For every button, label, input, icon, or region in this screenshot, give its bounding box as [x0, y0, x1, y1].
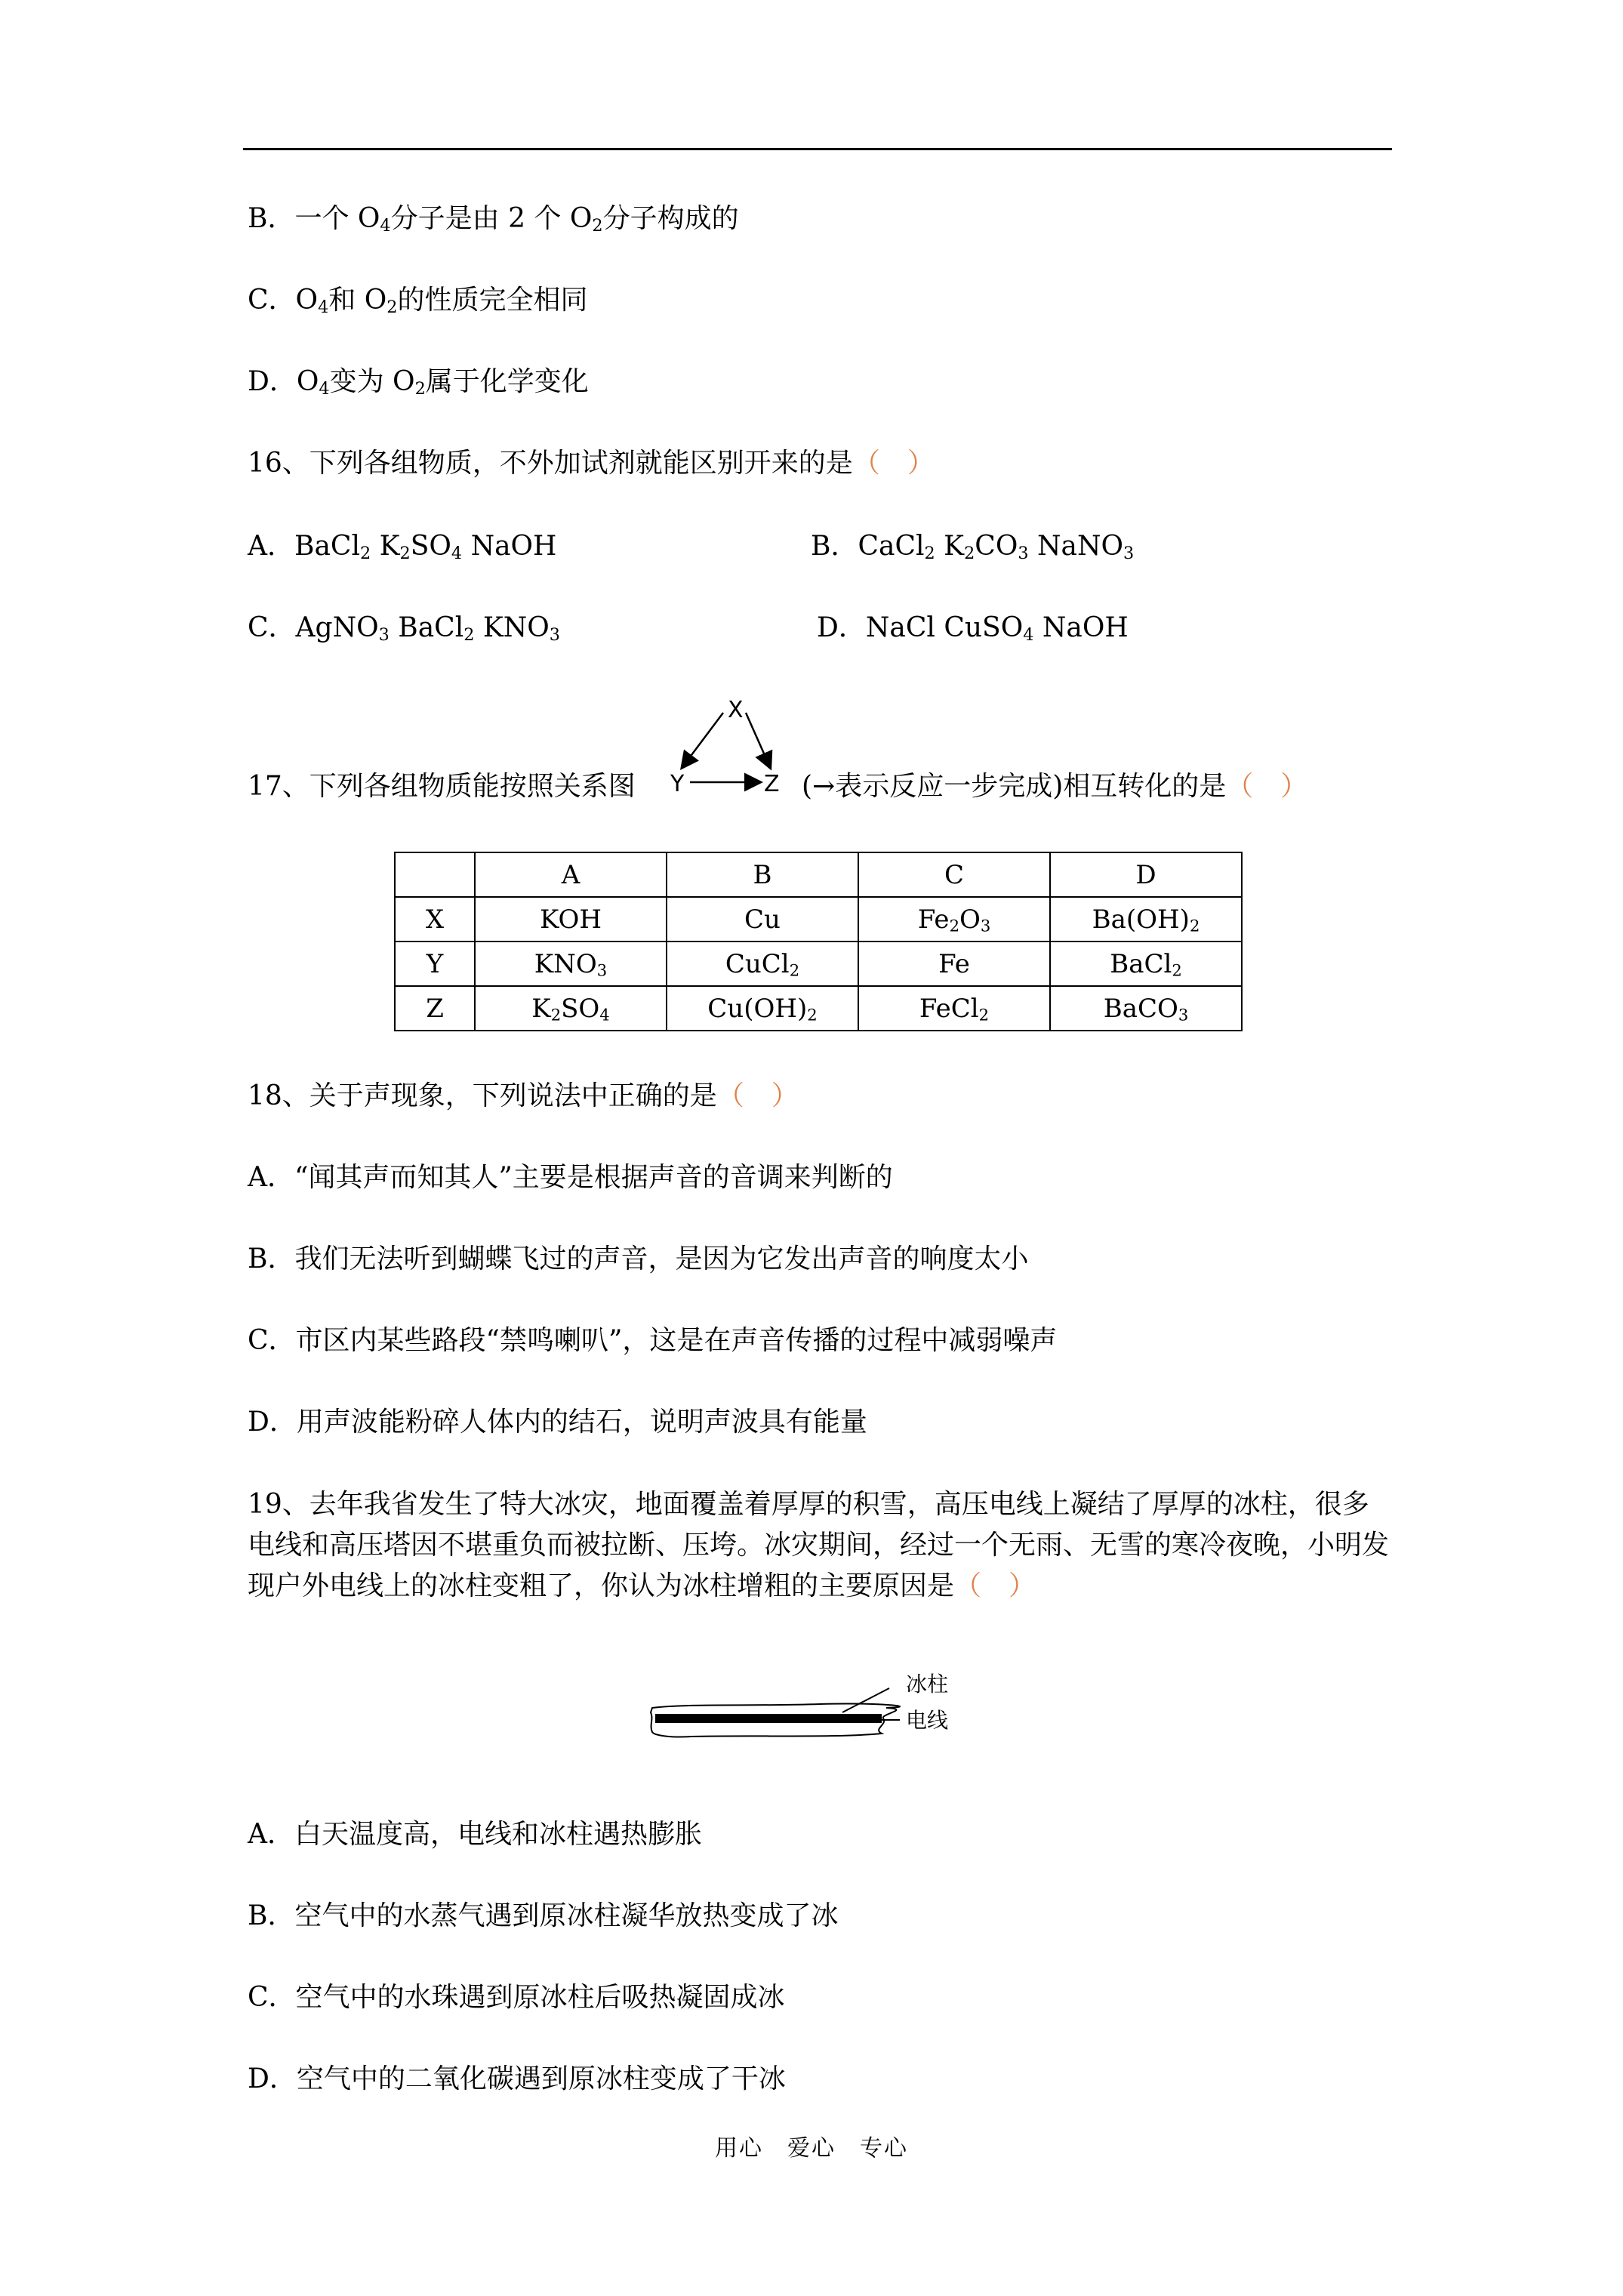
q18-option-a: A．“闻其声而知其人”主要是根据声音的音调来判断的 — [248, 1162, 893, 1193]
table-row — [395, 942, 1242, 986]
q18-option-c: C．市区内某些路段“禁鸣喇叭”，这是在声音传播的过程中减弱噪声 — [248, 1325, 1058, 1356]
relation-diagram — [667, 693, 803, 806]
table-header-cell: A — [475, 852, 667, 897]
page-footer: 用心 爱心 专心 — [715, 2135, 908, 2162]
q19-stem: 19、去年我省发生了特大冰灾，地面覆盖着厚厚的积雪，高压电线上凝结了厚厚的冰柱，很多电线和高压塔因不堪重负而被拉断、压垮。冰灾期间，经过一个无雨、无雪的寒冷夜晚，小明发现户外电线上的冰柱变粗了，你认为冰柱增粗的主要原因是（ ） — [248, 1489, 1390, 1601]
table-header-row — [395, 852, 1242, 897]
table-header-cell: D — [1050, 852, 1242, 897]
q15-option-d: D．$O_4$变为 $O_2$属于化学变化 — [248, 366, 589, 399]
row-label-cell: Z — [395, 986, 475, 1031]
ice-label-leader — [842, 1688, 889, 1712]
answer-paren: （ ） — [1226, 771, 1308, 802]
q19-option-b: B．空气中的水蒸气遇到原冰柱凝华放热变成了冰 — [248, 1900, 839, 1931]
row-label-cell: Y — [395, 942, 475, 986]
q19-option-a: A．白天温度高，电线和冰柱遇热膨胀 — [248, 1819, 702, 1850]
wire-label: 电线 — [906, 1708, 949, 1733]
q17-stem-before: 17、下列各组物质能按照关系图 — [248, 771, 636, 802]
formula-cell: KOH — [475, 897, 667, 942]
formula-cell: $K_2SO_4$ — [475, 986, 667, 1031]
formula-cell: CuCl$_2$ — [667, 942, 858, 986]
ice-wire-figure — [646, 1669, 978, 1759]
diagram-z-label: Z — [764, 771, 780, 797]
wire-core — [655, 1714, 882, 1723]
q16-stem: 16、下列各组物质，不外加试剂就能区别开来的是（ ） — [248, 448, 935, 479]
q16-option-c: C．AgNO$_3$ BaCl$_2$ $KNO_3$ — [248, 612, 560, 645]
q16-option-a: A．BaCl$_2$ $K_2SO_4$ NaOH — [248, 531, 557, 563]
formula-cell: BaCO$_3$ — [1050, 986, 1242, 1031]
q16-option-d: D．NaCl CuSO$_4$ NaOH — [817, 612, 1129, 645]
q17-stem-after: (→表示反应一步完成)相互转化的是（ ） — [802, 771, 1308, 802]
formula-cell: FeCl$_2$ — [858, 986, 1050, 1031]
diagram-y-label: Y — [670, 771, 685, 797]
q17-table — [394, 852, 1243, 1031]
answer-paren: （ ） — [716, 1080, 799, 1111]
arrow-x-to-y — [682, 713, 723, 767]
ice-label: 冰柱 — [906, 1672, 949, 1697]
q18-option-d: D．用声波能粉碎人体内的结石，说明声波具有能量 — [248, 1407, 867, 1438]
q15-option-c: C．$O_4$和 $O_2$的性质完全相同 — [248, 285, 588, 317]
table-row — [395, 986, 1242, 1031]
answer-paren: （ ） — [852, 448, 935, 479]
table-header-cell: B — [667, 852, 858, 897]
formula-cell: $Ba(OH)_2$ — [1050, 897, 1242, 942]
formula-cell: BaCl$_2$ — [1050, 942, 1242, 986]
table-header-cell: C — [858, 852, 1050, 897]
diagram-x-label: X — [728, 697, 744, 723]
formula-cell: $Cu(OH)_2$ — [667, 986, 858, 1031]
table-row — [395, 897, 1242, 942]
arrow-x-to-z — [746, 713, 770, 767]
answer-paren: （ ） — [954, 1570, 1036, 1601]
q18-stem: 18、关于声现象，下列说法中正确的是（ ） — [248, 1080, 799, 1111]
formula-cell: Fe — [858, 942, 1050, 986]
header-rule — [243, 148, 1392, 150]
q16-option-b: B．CaCl$_2$ $K_2CO_3$ NaNO$_3$ — [811, 531, 1135, 563]
formula-cell: $Fe_2O_3$ — [858, 897, 1050, 942]
formula-cell: Cu — [667, 897, 858, 942]
row-label-cell: X — [395, 897, 475, 942]
q19-option-c: C．空气中的水珠遇到原冰柱后吸热凝固成冰 — [248, 1982, 785, 2013]
q19-option-d: D．空气中的二氧化碳遇到原冰柱变成了干冰 — [248, 2063, 786, 2094]
formula-cell: $KNO_3$ — [475, 942, 667, 986]
table-header-cell — [395, 852, 475, 897]
q18-option-b: B．我们无法听到蝴蝶飞过的声音，是因为它发出声音的响度太小 — [248, 1244, 1029, 1274]
q15-option-b: B．一个 $O_4$分子是由 2 个 $O_2$分子构成的 — [248, 203, 739, 236]
